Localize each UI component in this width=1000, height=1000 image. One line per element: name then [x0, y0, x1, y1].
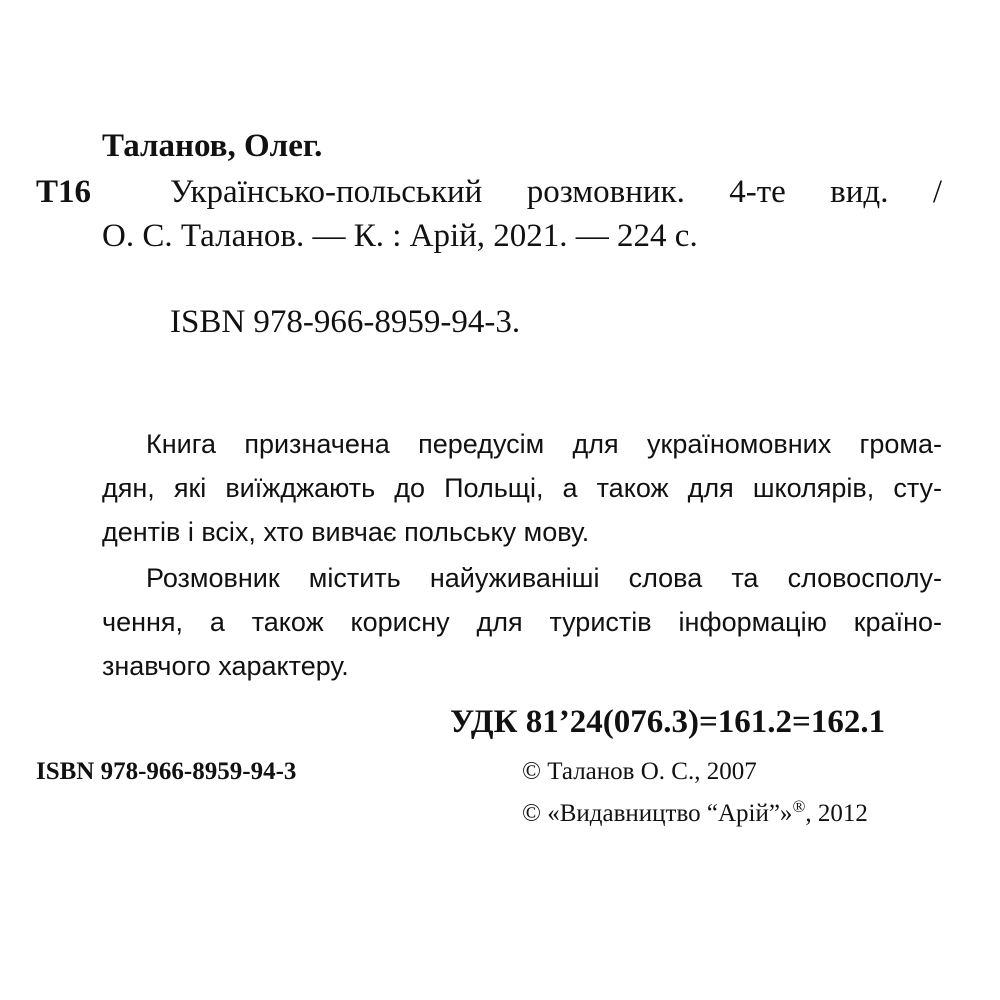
annotation-line: дян, які виїжджають до Польщі, а також для школярів, сту-	[102, 473, 942, 503]
registered-mark: ®	[792, 797, 806, 816]
copyright-author: © Таланов О. С., 2007	[522, 758, 757, 785]
annotation-line: Книга призначена передусім для україномовних грома-	[146, 429, 942, 459]
copyright-publisher-year: , 2012	[805, 800, 868, 827]
record-isbn: ISBN 978-966-8959-94-3.	[170, 304, 521, 340]
author-mark-code: Т16	[36, 174, 92, 210]
title-line-1: Українсько-польський розмовник. 4-те вид. /	[170, 174, 942, 210]
author-heading: Таланов, Олег.	[102, 128, 323, 164]
title-line-2: О. С. Таланов. — К. : Арій, 2021. — 224 с.	[102, 218, 698, 254]
copyright-publisher-name: © «Видавництво “Арій”»	[522, 800, 793, 827]
annotation-line: дентів і всіх, хто вивчає польську мову.	[102, 517, 590, 547]
copyright-publisher	[522, 798, 868, 830]
annotation-line: чення, а також корисну для туристів інформацію країно-	[102, 607, 942, 637]
annotation-line: знавчого характеру.	[102, 651, 349, 681]
annotation-line: Розмовник містить найуживаніші слова та словосполу-	[146, 563, 942, 593]
udk-classification: УДК 81’24(076.3)=161.2=162.1	[450, 704, 886, 740]
footer-isbn: ISBN 978-966-8959-94-3	[36, 758, 297, 785]
